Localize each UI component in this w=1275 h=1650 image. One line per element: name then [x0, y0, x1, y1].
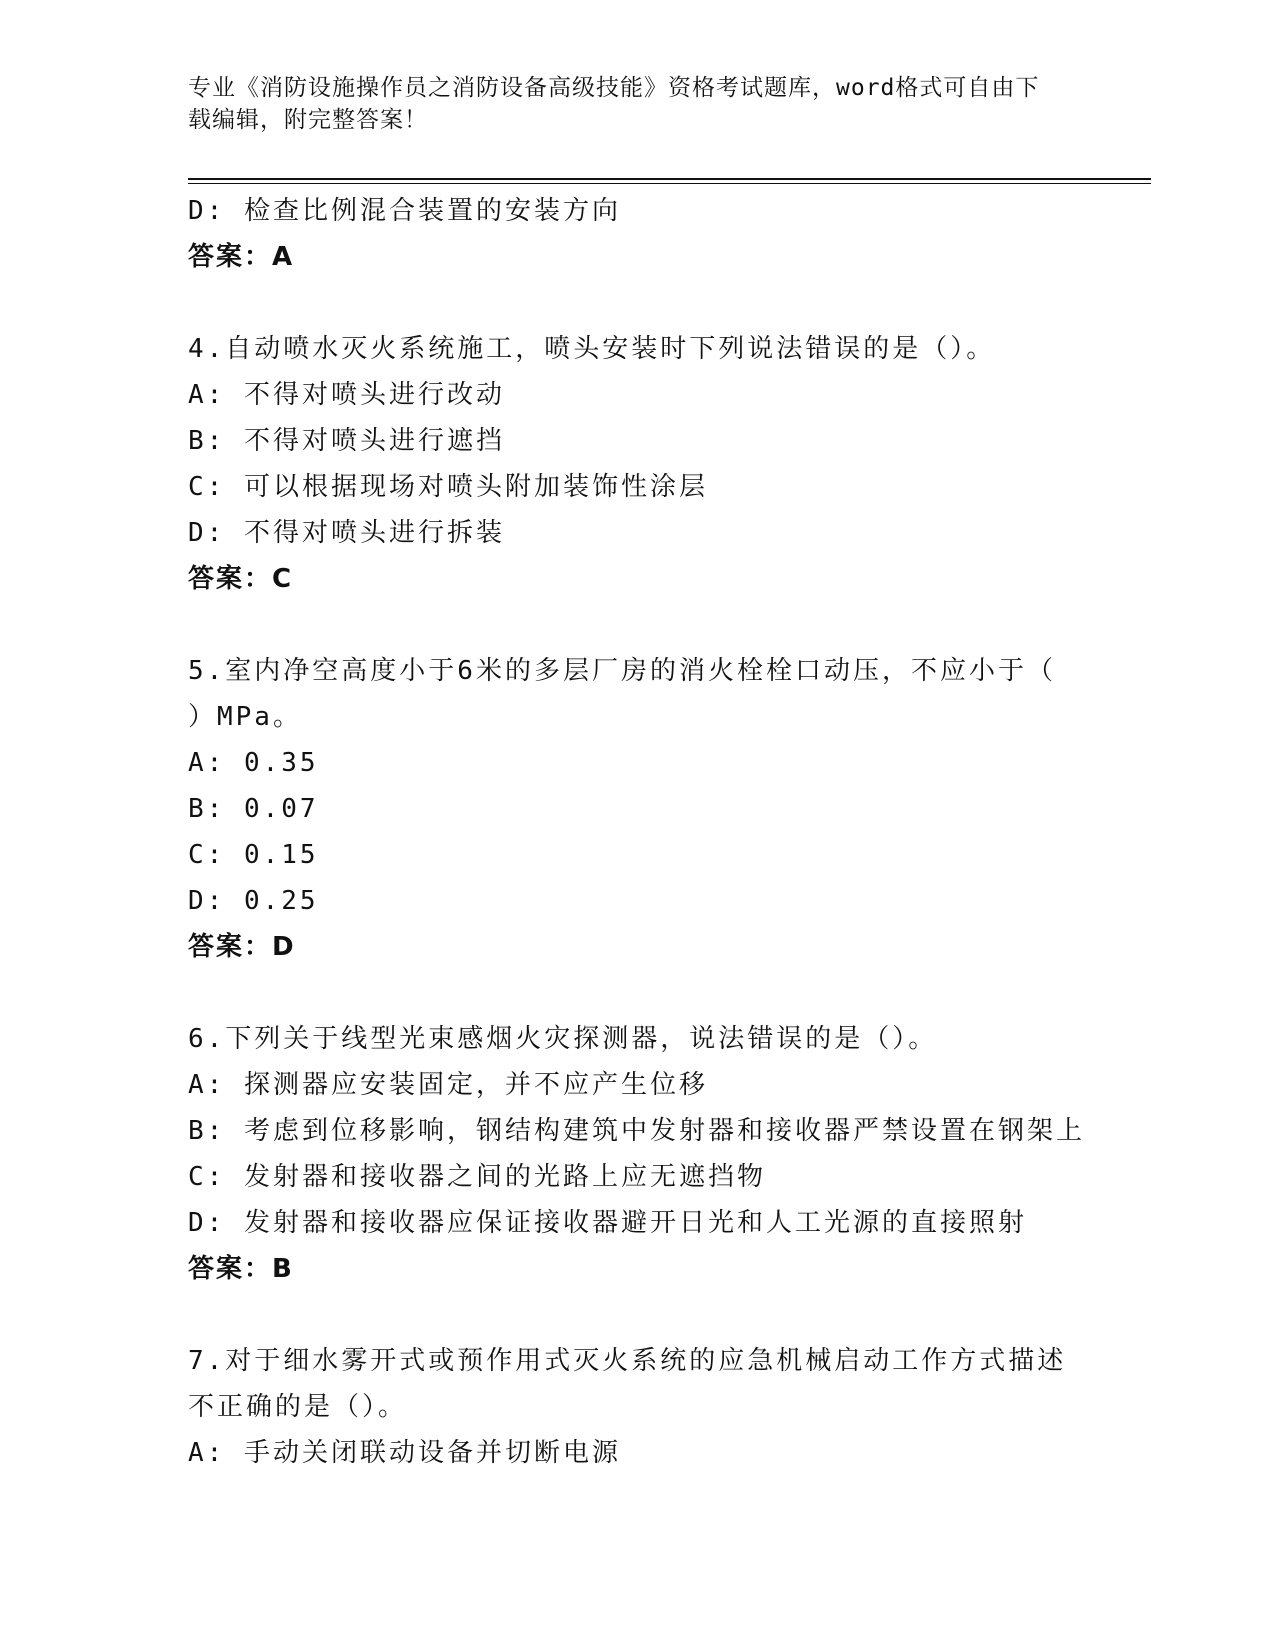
spacer [188, 280, 1088, 326]
q6-option-c: C: 发射器和接收器之间的光路上应无遮挡物 [188, 1162, 766, 1192]
q5-stem-line-1: 5.室内净空高度小于6米的多层厂房的消火栓栓口动压，不应小于（ [188, 656, 1056, 686]
q3-answer: 答案：A [188, 242, 295, 272]
document-header [188, 72, 1068, 136]
q7-stem-line-2: 不正确的是（）。 [188, 1392, 408, 1422]
q4-stem: 4.自动喷水灭火系统施工，喷头安装时下列说法错误的是（）。 [188, 334, 996, 364]
q7-option-a: A: 手动关闭联动设备并切断电源 [188, 1438, 621, 1468]
q4-option-b: B: 不得对喷头进行遮挡 [188, 426, 505, 456]
q7-stem-line-1: 7.对于细水雾开式或预作用式灭火系统的应急机械启动工作方式描述 [188, 1346, 1067, 1376]
q6-answer: 答案：B [188, 1254, 294, 1284]
q5-option-b: B: 0.07 [188, 794, 319, 824]
spacer [188, 1292, 1088, 1338]
q3-option-d: D: 检查比例混合装置的安装方向 [188, 196, 621, 226]
q6-option-b: B: 考虑到位移影响，钢结构建筑中发射器和接收器严禁设置在钢架上 [188, 1116, 1085, 1146]
q5-option-d: D: 0.25 [188, 886, 319, 916]
question-content [188, 188, 1088, 1476]
q6-option-a: A: 探测器应安装固定，并不应产生位移 [188, 1070, 708, 1100]
q4-option-c: C: 可以根据现场对喷头附加装饰性涂层 [188, 472, 708, 502]
q4-option-d: D: 不得对喷头进行拆装 [188, 518, 505, 548]
header-line-2: 载编辑，附完整答案！ [188, 107, 428, 133]
q4-answer: 答案：C [188, 564, 294, 594]
spacer [188, 970, 1088, 1016]
q5-stem-line-2: ）MPa。 [188, 702, 302, 732]
q5-option-a: A: 0.35 [188, 748, 319, 778]
q5-option-c: C: 0.15 [188, 840, 319, 870]
header-rule-thin [188, 183, 1151, 184]
q5-answer: 答案：D [188, 932, 296, 962]
header-rule-thick [188, 178, 1151, 180]
header-line-1: 专业《消防设施操作员之消防设备高级技能》资格考试题库，word格式可自由下 [188, 75, 1040, 101]
q6-option-d: D: 发射器和接收器应保证接收器避开日光和人工光源的直接照射 [188, 1208, 1027, 1238]
q6-stem: 6.下列关于线型光束感烟火灾探测器，说法错误的是（）。 [188, 1024, 938, 1054]
spacer [188, 602, 1088, 648]
q4-option-a: A: 不得对喷头进行改动 [188, 380, 505, 410]
